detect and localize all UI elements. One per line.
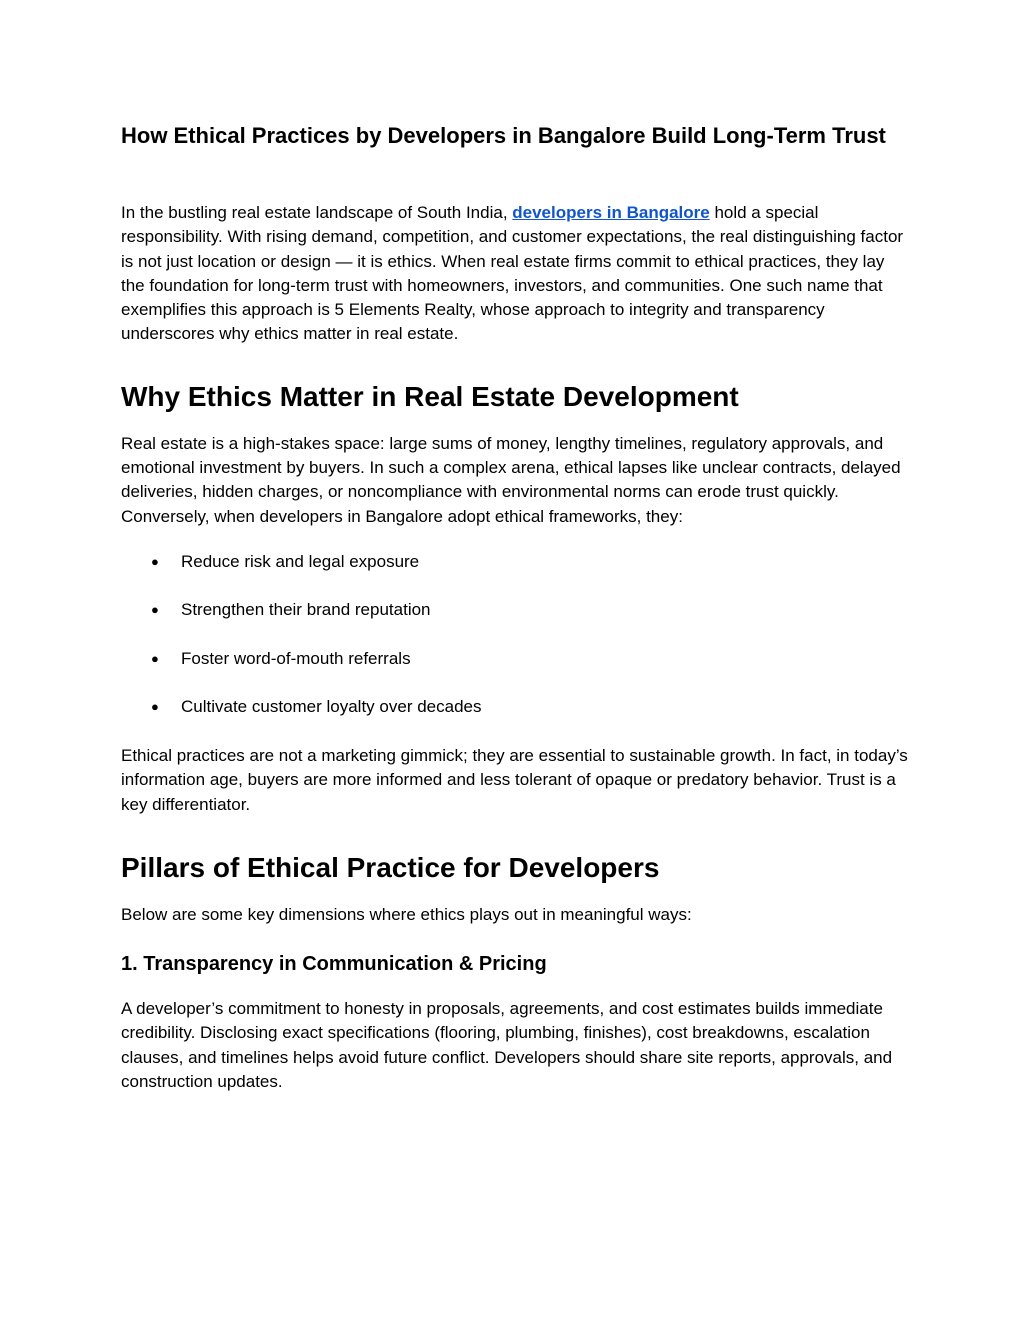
section-paragraph: A developer’s commitment to honesty in proposals, agreements, and cost estimates builds immediate credibility. Disclosing exact specifications (flooring, plumbing, finishes), cost breakdowns, escalation clauses, and timelines helps avoid future conflict. Developers should share site reports, approvals, and construction updates.	[121, 999, 893, 1092]
benefits-list	[121, 550, 911, 720]
intro-text: In the bustling real estate landscape of South India,	[121, 203, 513, 222]
intro-text-cont: hold a special responsibility. With rising demand, competition, and customer expectations, the real distinguishing factor is not just location or design — it is ethics. When real estate firms commit to ethical practices, they lay the foundation for long-term trust with homeowners, investors, and communities. One such name that exemplifies this approach is 5 Elements Realty, whose approach to integrity and transparency underscores why ethics matter in real estate.	[121, 203, 904, 344]
section-paragraph: Real estate is a high-stakes space: large sums of money, lengthy timelines, regulatory approvals, and emotional investment by buyers. In such a complex arena, ethical lapses like unclear contracts, delayed deliveries, hidden charges, or noncompliance with environmental norms can erode trust quickly. Conversely, when developers in Bangalore adopt ethical frameworks, they:	[121, 433, 901, 526]
document-title: How Ethical Practices by Developers in Bangalore Build Long-Term Trust	[121, 123, 886, 148]
list-item: ● Reduce risk and legal exposure	[121, 550, 911, 574]
intro-paragraph	[121, 201, 911, 347]
list-item: ● Cultivate customer loyalty over decades	[121, 695, 911, 719]
section-paragraph: Ethical practices are not a marketing gimmick; they are essential to sustainable growth. In fact, in today’s information age, buyers are more informed and less tolerant of opaque or predatory behavior. Trust is a key differentiator.	[121, 745, 908, 814]
section-heading-pillars: Pillars of Ethical Practice for Developers	[121, 851, 660, 883]
subsection-heading: 1. Transparency in Communication & Pricing	[121, 953, 547, 976]
developers-link[interactable]: developers in Bangalore	[512, 203, 710, 222]
section-heading-why-ethics: Why Ethics Matter in Real Estate Development	[121, 380, 739, 412]
list-item: ● Strengthen their brand reputation	[121, 598, 911, 622]
section-paragraph: Below are some key dimensions where ethics plays out in meaningful ways:	[121, 904, 692, 924]
list-item: ● Foster word-of-mouth referrals	[121, 647, 911, 671]
